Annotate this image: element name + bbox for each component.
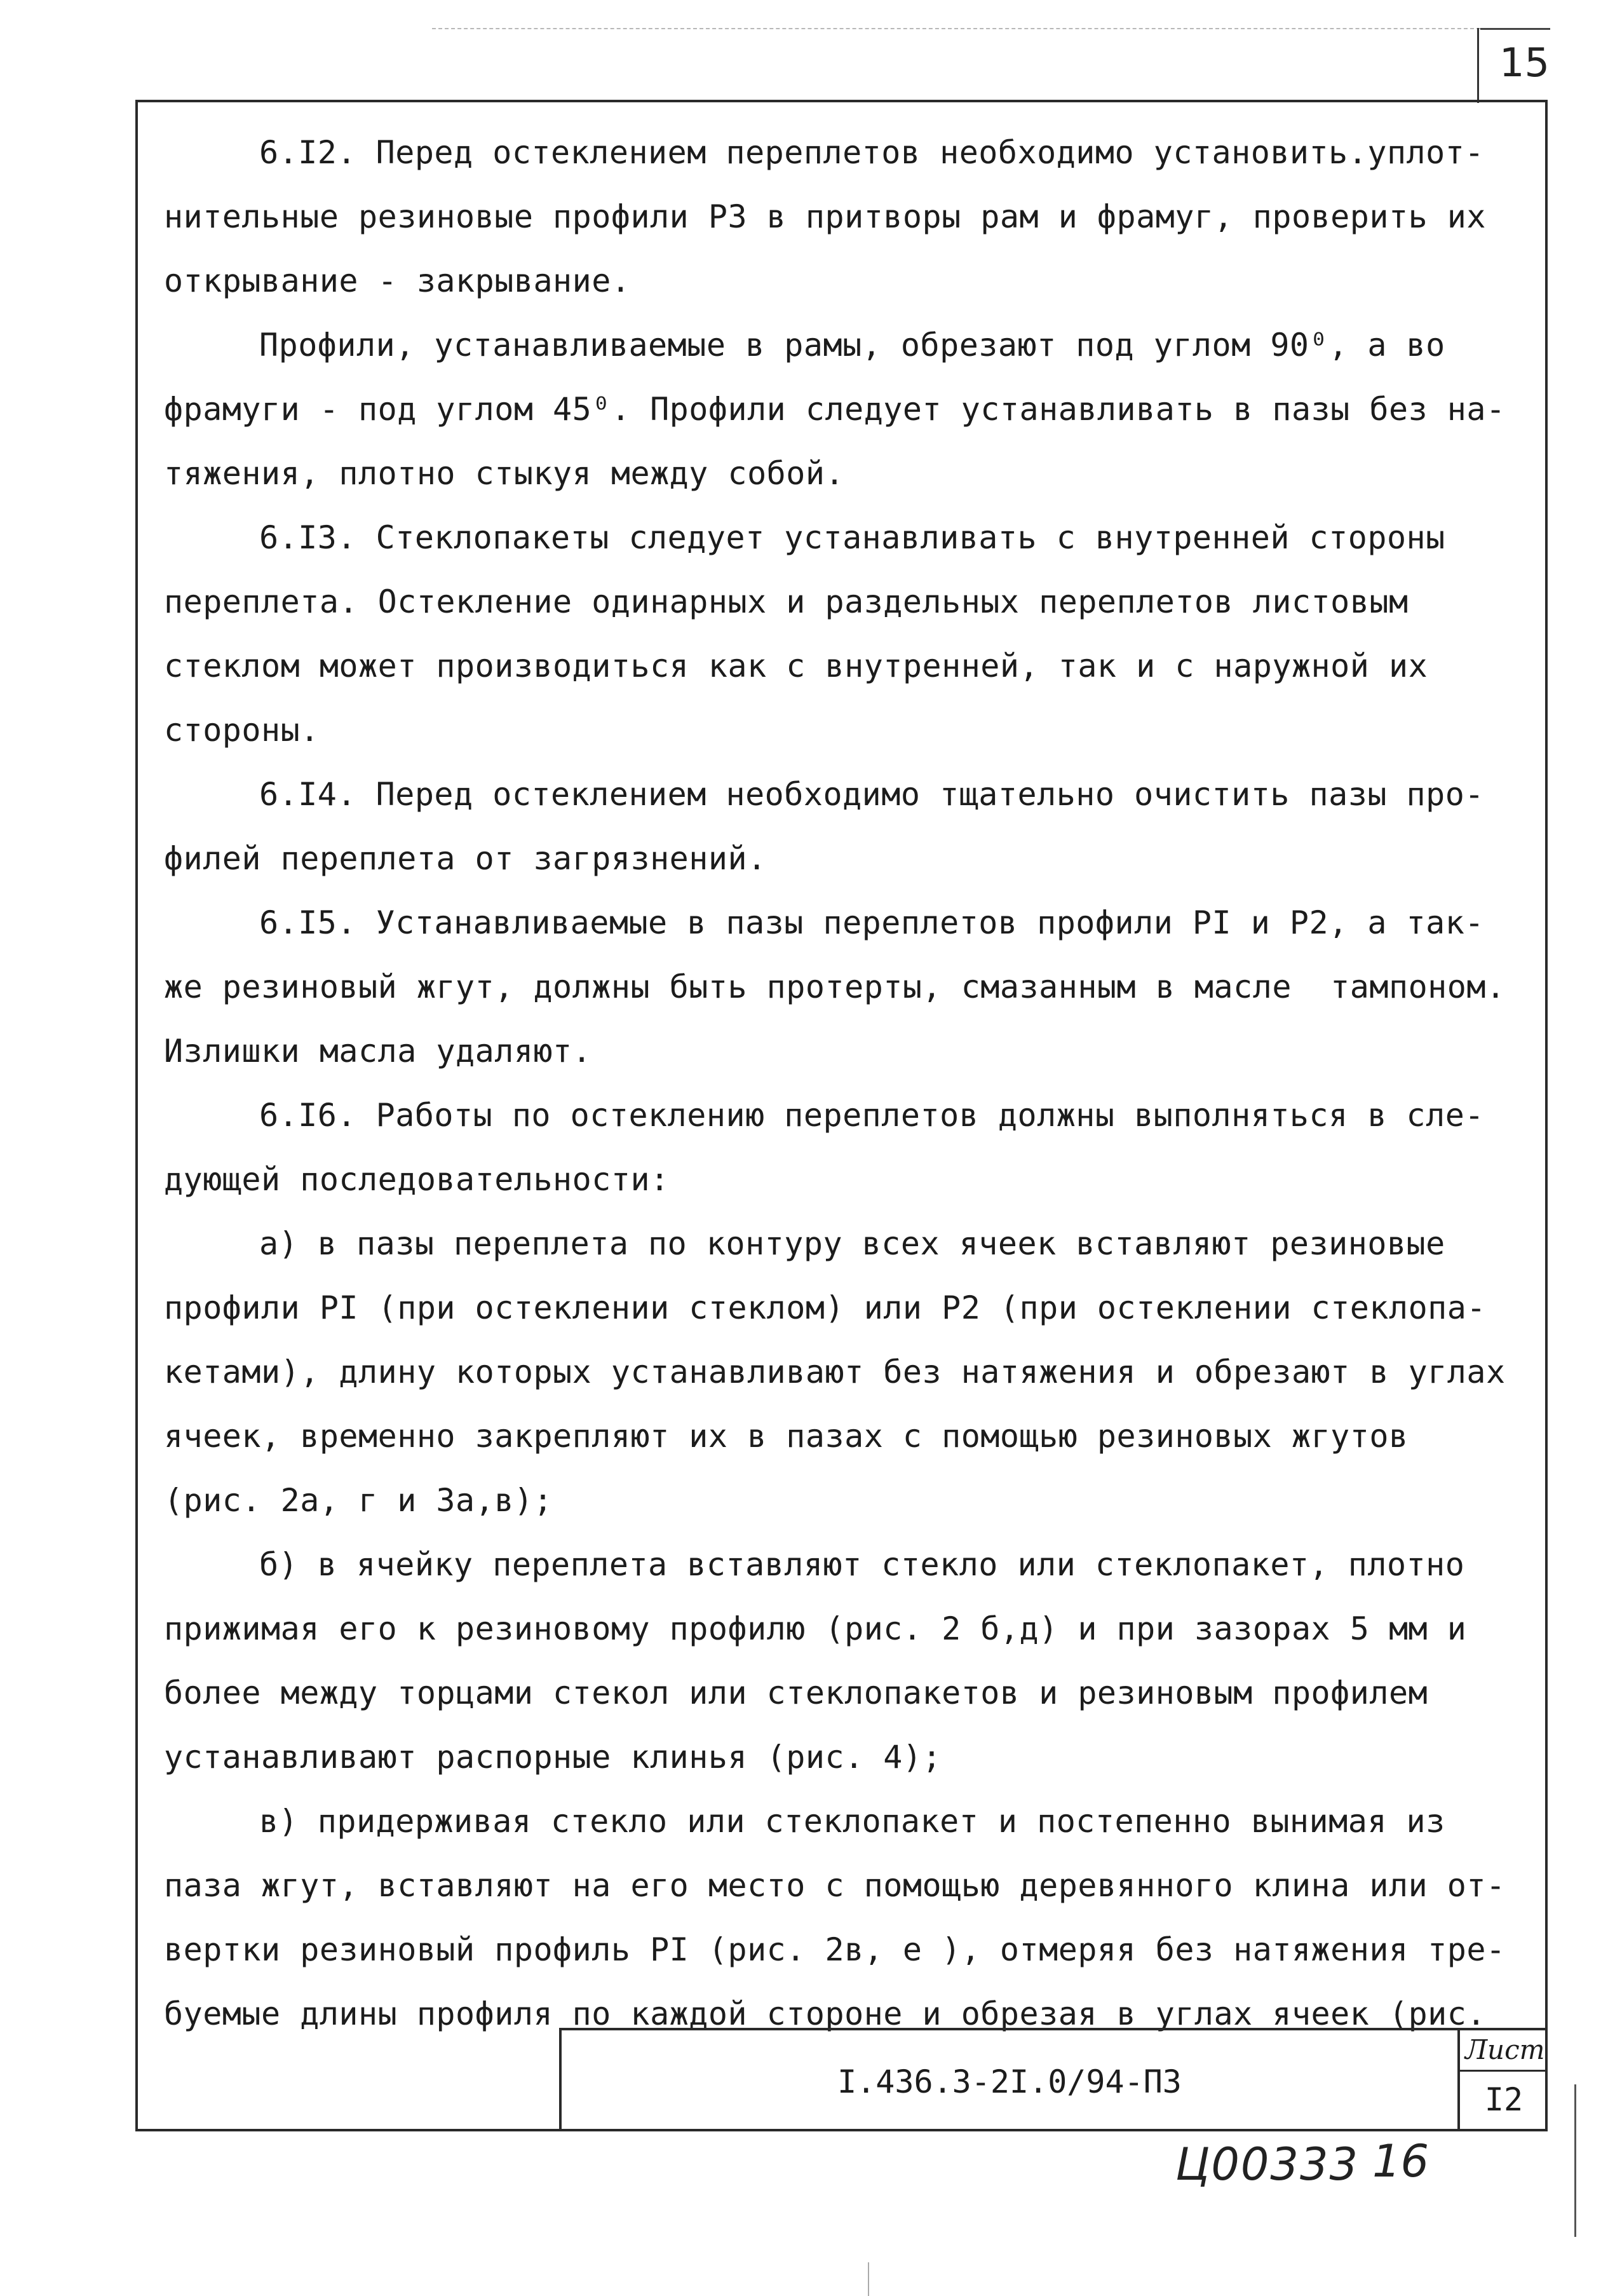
paragraph-p612b <box>164 313 1530 506</box>
text-line: филей переплета от загрязнений. <box>164 840 767 877</box>
text-line: прижимая его к резиновому профилю (рис. 2 б,д) и при зазорах 5 мм и <box>164 1610 1467 1647</box>
top-corner-rule <box>1480 28 1550 30</box>
document-code: I.436.3-2I.0/94-ПЗ <box>837 2063 1182 2100</box>
sheet-number: I2 <box>1484 2081 1524 2118</box>
paragraph-p616a <box>164 1212 1530 1533</box>
text-line: более между торцами стекол или стеклопакетов и резиновым профилем <box>164 1674 1428 1711</box>
scan-mark <box>868 2262 869 2296</box>
text-line: буемые длины профиля по каждой стороне и обрезая в углах ячеек (рис. <box>164 1995 1486 2032</box>
text-line: же резиновый жгут, должны быть протерты, смазанным в масле тампоном. <box>164 968 1506 1005</box>
text-line: стороны. <box>164 712 320 749</box>
paragraph-p616b <box>164 1533 1530 1790</box>
document-body <box>164 121 1530 2046</box>
text-line: а) в пазы переплета по контуру всех ячеек вставляют резиновые <box>259 1225 1445 1262</box>
archive-sub-number: 16 <box>1372 2135 1429 2187</box>
text-line: 6.I5. Устанавливаемые в пазы переплетов профили РI и Р2, а так- <box>259 904 1484 941</box>
corner-divider <box>1477 28 1479 103</box>
paragraph-p615 <box>164 891 1530 1083</box>
text-line: 6.I3. Стеклопакеты следует устанавливать с внутренней стороны <box>259 519 1445 556</box>
text-line: нительные резиновые профили Р3 в притворы рам и фрамуг, проверить их <box>164 198 1486 235</box>
sheet-divider <box>1460 2070 1548 2072</box>
text-line: 6.I4. Перед остеклением необходимо тщательно очистить пазы про- <box>259 776 1484 813</box>
text-line: ячеек, временно закрепляют их в пазах с помощью резиновых жгутов <box>164 1418 1409 1455</box>
sheet-box <box>1457 2028 1548 2131</box>
text-line: фрамуги - под углом 45⁰. Профили следует устанавливать в пазы без на- <box>164 391 1506 428</box>
text-line: стеклом может производиться как с внутренней, так и с наружной их <box>164 648 1428 684</box>
text-line: тяжения, плотно стыкуя между собой. <box>164 455 845 492</box>
paragraph-p614 <box>164 763 1530 891</box>
text-line: дующей последовательности: <box>164 1161 670 1198</box>
text-line: открывание - закрывание. <box>164 262 631 299</box>
paragraph-p616c <box>164 1790 1530 2046</box>
paragraph-p612 <box>164 121 1530 313</box>
top-dashed-rule <box>432 28 1480 29</box>
sheet-label: Лист <box>1465 2034 1545 2065</box>
text-line: (рис. 2а, г и 3а,в); <box>164 1482 553 1519</box>
title-block <box>559 2028 1457 2131</box>
text-line: переплета. Остекление одинарных и раздельных переплетов листовым <box>164 583 1409 620</box>
paragraph-p613 <box>164 506 1530 763</box>
text-line: вертки резиновый профиль РI (рис. 2в, е ), отмеряя без натяжения тре- <box>164 1931 1506 1968</box>
margin-line <box>1574 2084 1576 2237</box>
corner-page-number: 15 <box>1499 39 1550 86</box>
text-line: профили РI (при остеклении стеклом) или Р2 (при остеклении стеклопа- <box>164 1289 1486 1326</box>
text-line: Профили, устанавливаемые в рамы, обрезают под углом 90⁰, а во <box>259 327 1445 363</box>
text-line: в) придерживая стекло или стеклопакет и постепенно вынимая из <box>259 1803 1445 1840</box>
text-line: 6.I2. Перед остеклением переплетов необходимо установить.уплот- <box>259 134 1484 171</box>
archive-number: Ц00333 <box>1175 2138 1360 2191</box>
text-line: 6.I6. Работы по остеклению переплетов должны выполняться в сле- <box>259 1097 1484 1134</box>
text-line: кетами), длину которых устанавливают без натяжения и обрезают в углах <box>164 1354 1506 1390</box>
text-line: устанавливают распорные клинья (рис. 4); <box>164 1739 942 1776</box>
text-line: паза жгут, вставляют на его место с помощью деревянного клина или от- <box>164 1867 1506 1904</box>
text-line: Излишки масла удаляют. <box>164 1033 592 1070</box>
paragraph-p616 <box>164 1083 1530 1212</box>
text-line: б) в ячейку переплета вставляют стекло или стеклопакет, плотно <box>259 1546 1465 1583</box>
